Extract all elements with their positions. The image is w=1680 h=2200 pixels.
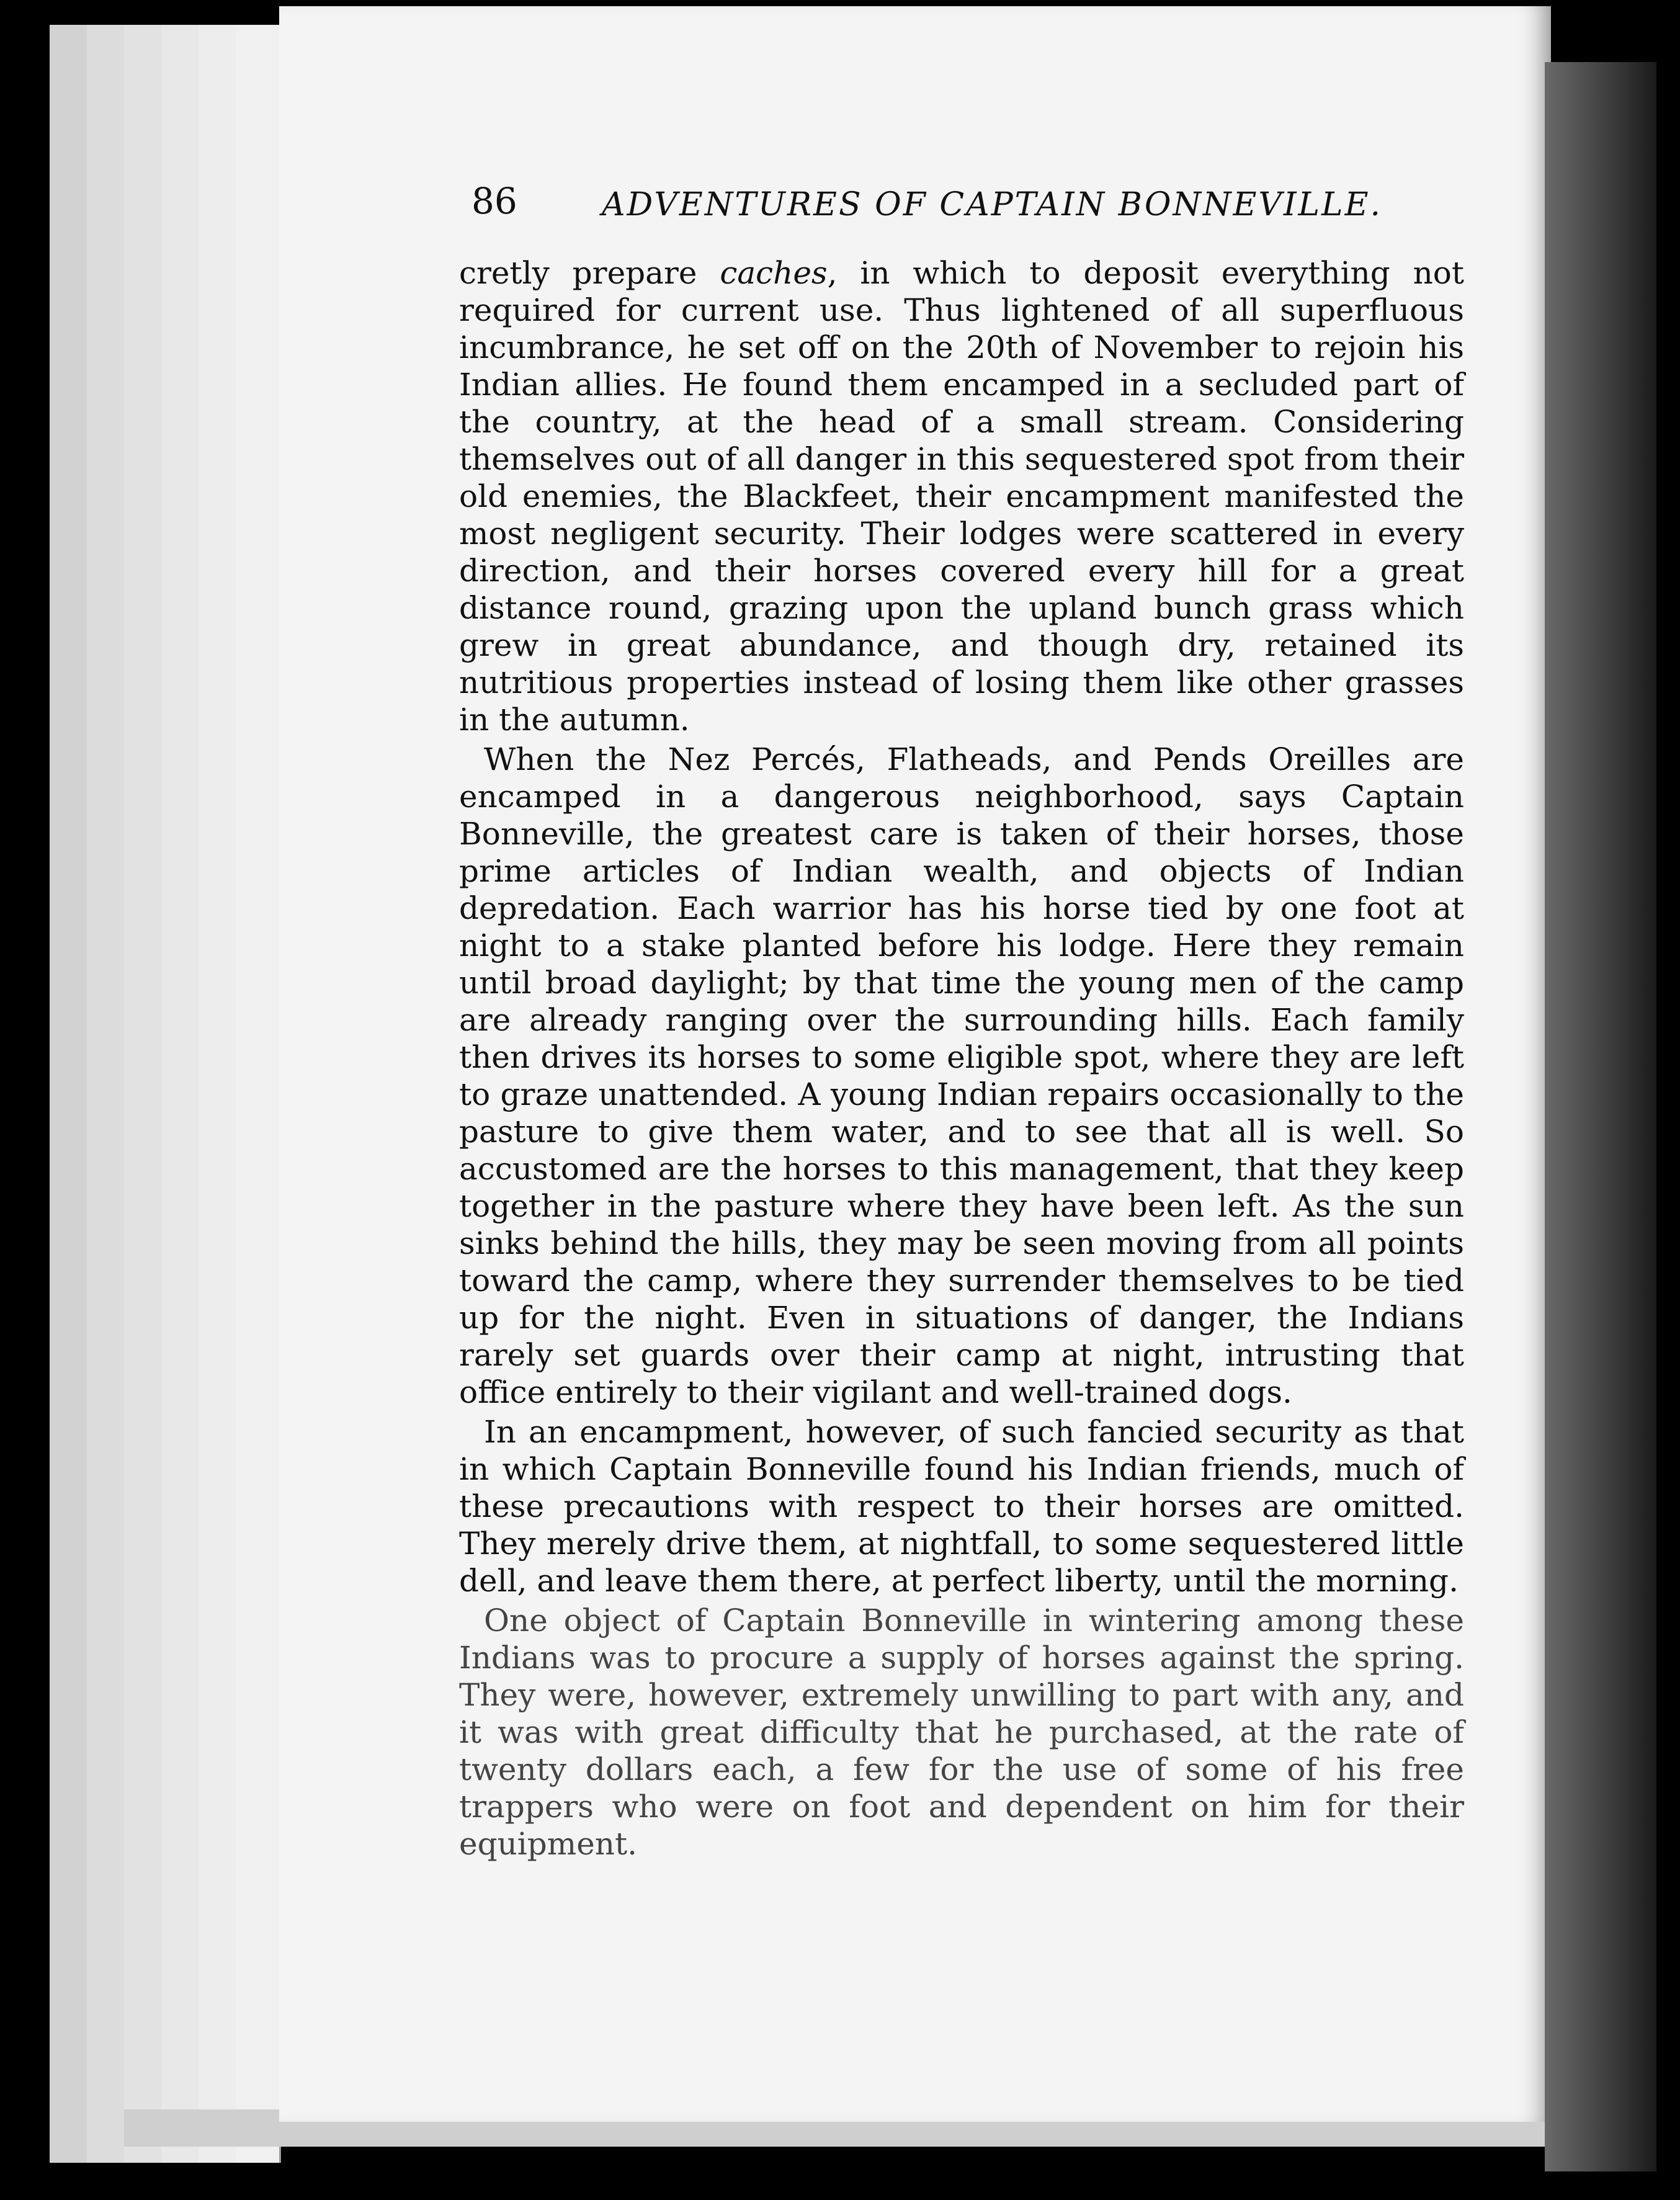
page-header bbox=[471, 180, 1383, 236]
paragraph-1-lead: cretly prepare bbox=[459, 255, 720, 291]
paragraph-1 bbox=[459, 254, 1464, 738]
paragraph-4: One object of Captain Bonneville in wintering among these Indians was to procure a supply of horses against the spring. They were, however, extremely unwilling to part with any, and it was with great difficulty that he purchased, at the rate of twenty dollars each, a few for the use of some of his free trappers who were on foot and dependent on him for their equipment. bbox=[459, 1603, 1464, 1862]
paragraph-1-italic: caches bbox=[720, 255, 828, 291]
page-gutter bbox=[1545, 62, 1656, 2171]
page-edge bbox=[87, 25, 126, 2163]
running-title: ADVENTURES OF CAPTAIN BONNEVILLE. bbox=[602, 186, 1383, 223]
paragraph-1-text: , in which to deposit everything not required for current use. Thus lightened of all superfluous incumbrance, he set off on the 20th of November to rejoin his Indian allies. He found them encamped in a secluded part of the country, at the head of a small stream. Considering themselves out of all danger in this sequestered spot from their old enemies, the Blackfeet, their encampment manifested the most negligent security. Their lodges were scattered in every direction, and their horses covered every hill for a great distance round, grazing upon the upland bunch grass which grew in great abundance, and though dry, retained its nutritious properties instead of losing them like other grasses in the autumn. bbox=[459, 255, 1464, 738]
page-edge bbox=[199, 25, 238, 2163]
page-number: 86 bbox=[471, 180, 517, 222]
page-edge bbox=[124, 25, 163, 2163]
body-text bbox=[459, 254, 1464, 1862]
paragraph-3: In an encampment, however, of such fancied security as that in which Captain Bonneville found his Indian friends, much of these precautions with respect to their horses are omitted. They merely drive them, at nightfall, to some sequestered little dell, and leave them there, at perfect liberty, until the morning. bbox=[459, 1414, 1464, 1599]
page-edge bbox=[161, 25, 200, 2163]
page-edge bbox=[236, 25, 281, 2163]
paragraph-2: When the Nez Percés, Flatheads, and Pends Oreilles are encamped in a dangerous neighborhood, says Captain Bonneville, the greatest care is taken of their horses, those prime articles of Indian wealth, and objects of Indian depredation. Each warrior has his horse tied by one foot at night to a stake planted before his lodge. Here they remain until broad daylight; by that time the young men of the camp are already ranging over the surrounding hills. Each family then drives its horses to some eligible spot, where they are left to graze unattended. A young Indian repairs occasionally to the pasture to give them water, and to see that all is well. So accustomed are the horses to this management, that they keep together in the pasture where they have been left. As the sun sinks behind the hills, they may be seen moving from all points toward the camp, where they surrender themselves to be tied up for the night. Even in situations of danger, the Indians rarely set guards over their camp at night, intrusting that office entirely to their vigilant and well-trained dogs. bbox=[459, 741, 1464, 1410]
page-edge bbox=[50, 25, 89, 2163]
